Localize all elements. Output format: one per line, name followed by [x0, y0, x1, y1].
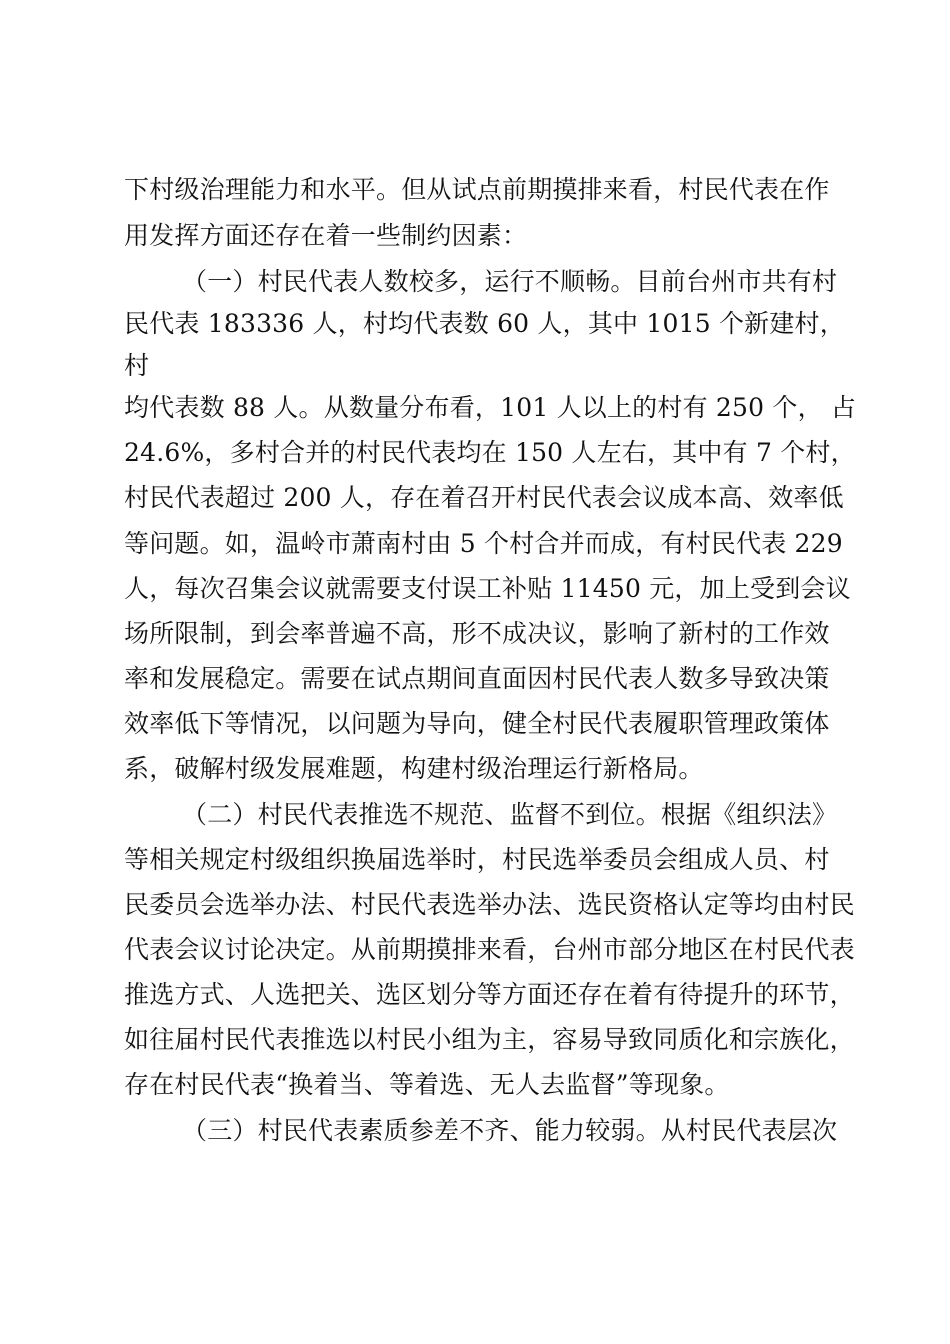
paragraph-heading-2: （二）村民代表推选不规范、监督不到位。根据《组织法》 [182, 800, 838, 829]
text-line: 系，破解村级发展难题，构建村级治理运行新格局。 [124, 754, 704, 783]
paragraph-heading-1: （一）村民代表人数校多，运行不顺畅。目前台州市共有村 [182, 267, 838, 296]
text-line: 村 [124, 351, 150, 380]
text-line: 用发挥方面还存在着一些制约因素： [124, 221, 528, 250]
text-line: 民委员会选举办法、村民代表选举办法、选民资格认定等均由村民 [124, 890, 855, 919]
text-line: 人，每次召集会议就需要支付误工补贴 11450 元，加上受到会议 [124, 574, 851, 603]
text-line: 均代表数 88 人。从数量分布看，101 人以上的村有 250 个， 占 [124, 393, 857, 422]
text-line: 率和发展稳定。需要在试点期间直面因村民代表人数多导致决策 [124, 664, 830, 693]
text-line: 等相关规定村级组织换届选举时，村民选举委员会组成人员、村 [124, 845, 830, 874]
text-line: 村民代表超过 200 人，存在着召开村民代表会议成本高、效率低 [124, 483, 844, 512]
text-line: 推选方式、人选把关、选区划分等方面还存在着有待提升的环节， [124, 980, 855, 1009]
text-line: 代表会议讨论决定。从前期摸排来看，台州市部分地区在村民代表 [124, 935, 855, 964]
paragraph-heading-3: （三）村民代表素质参差不齐、能力较弱。从村民代表层次 [182, 1116, 838, 1145]
text-line: 24.6%，多村合并的村民代表均在 150 人左右，其中有 7 个村， [124, 438, 856, 467]
text-line: 等问题。如，温岭市萧南村由 5 个村合并而成，有村民代表 229 [124, 529, 843, 558]
text-line: 效率低下等情况，以问题为导向，健全村民代表履职管理政策体 [124, 709, 830, 738]
text-line: 场所限制，到会率普遍不高，形不成决议，影响了新村的工作效 [124, 619, 830, 648]
text-line: 下村级治理能力和水平。但从试点前期摸排来看，村民代表在作 [124, 175, 830, 204]
text-line: 如往届村民代表推选以村民小组为主，容易导致同质化和宗族化， [124, 1025, 855, 1054]
text-line: 民代表 183336 人，村均代表数 60 人，其中 1015 个新建村， [124, 309, 845, 338]
text-line: 存在村民代表“换着当、等着选、无人去监督”等现象。 [124, 1070, 730, 1099]
